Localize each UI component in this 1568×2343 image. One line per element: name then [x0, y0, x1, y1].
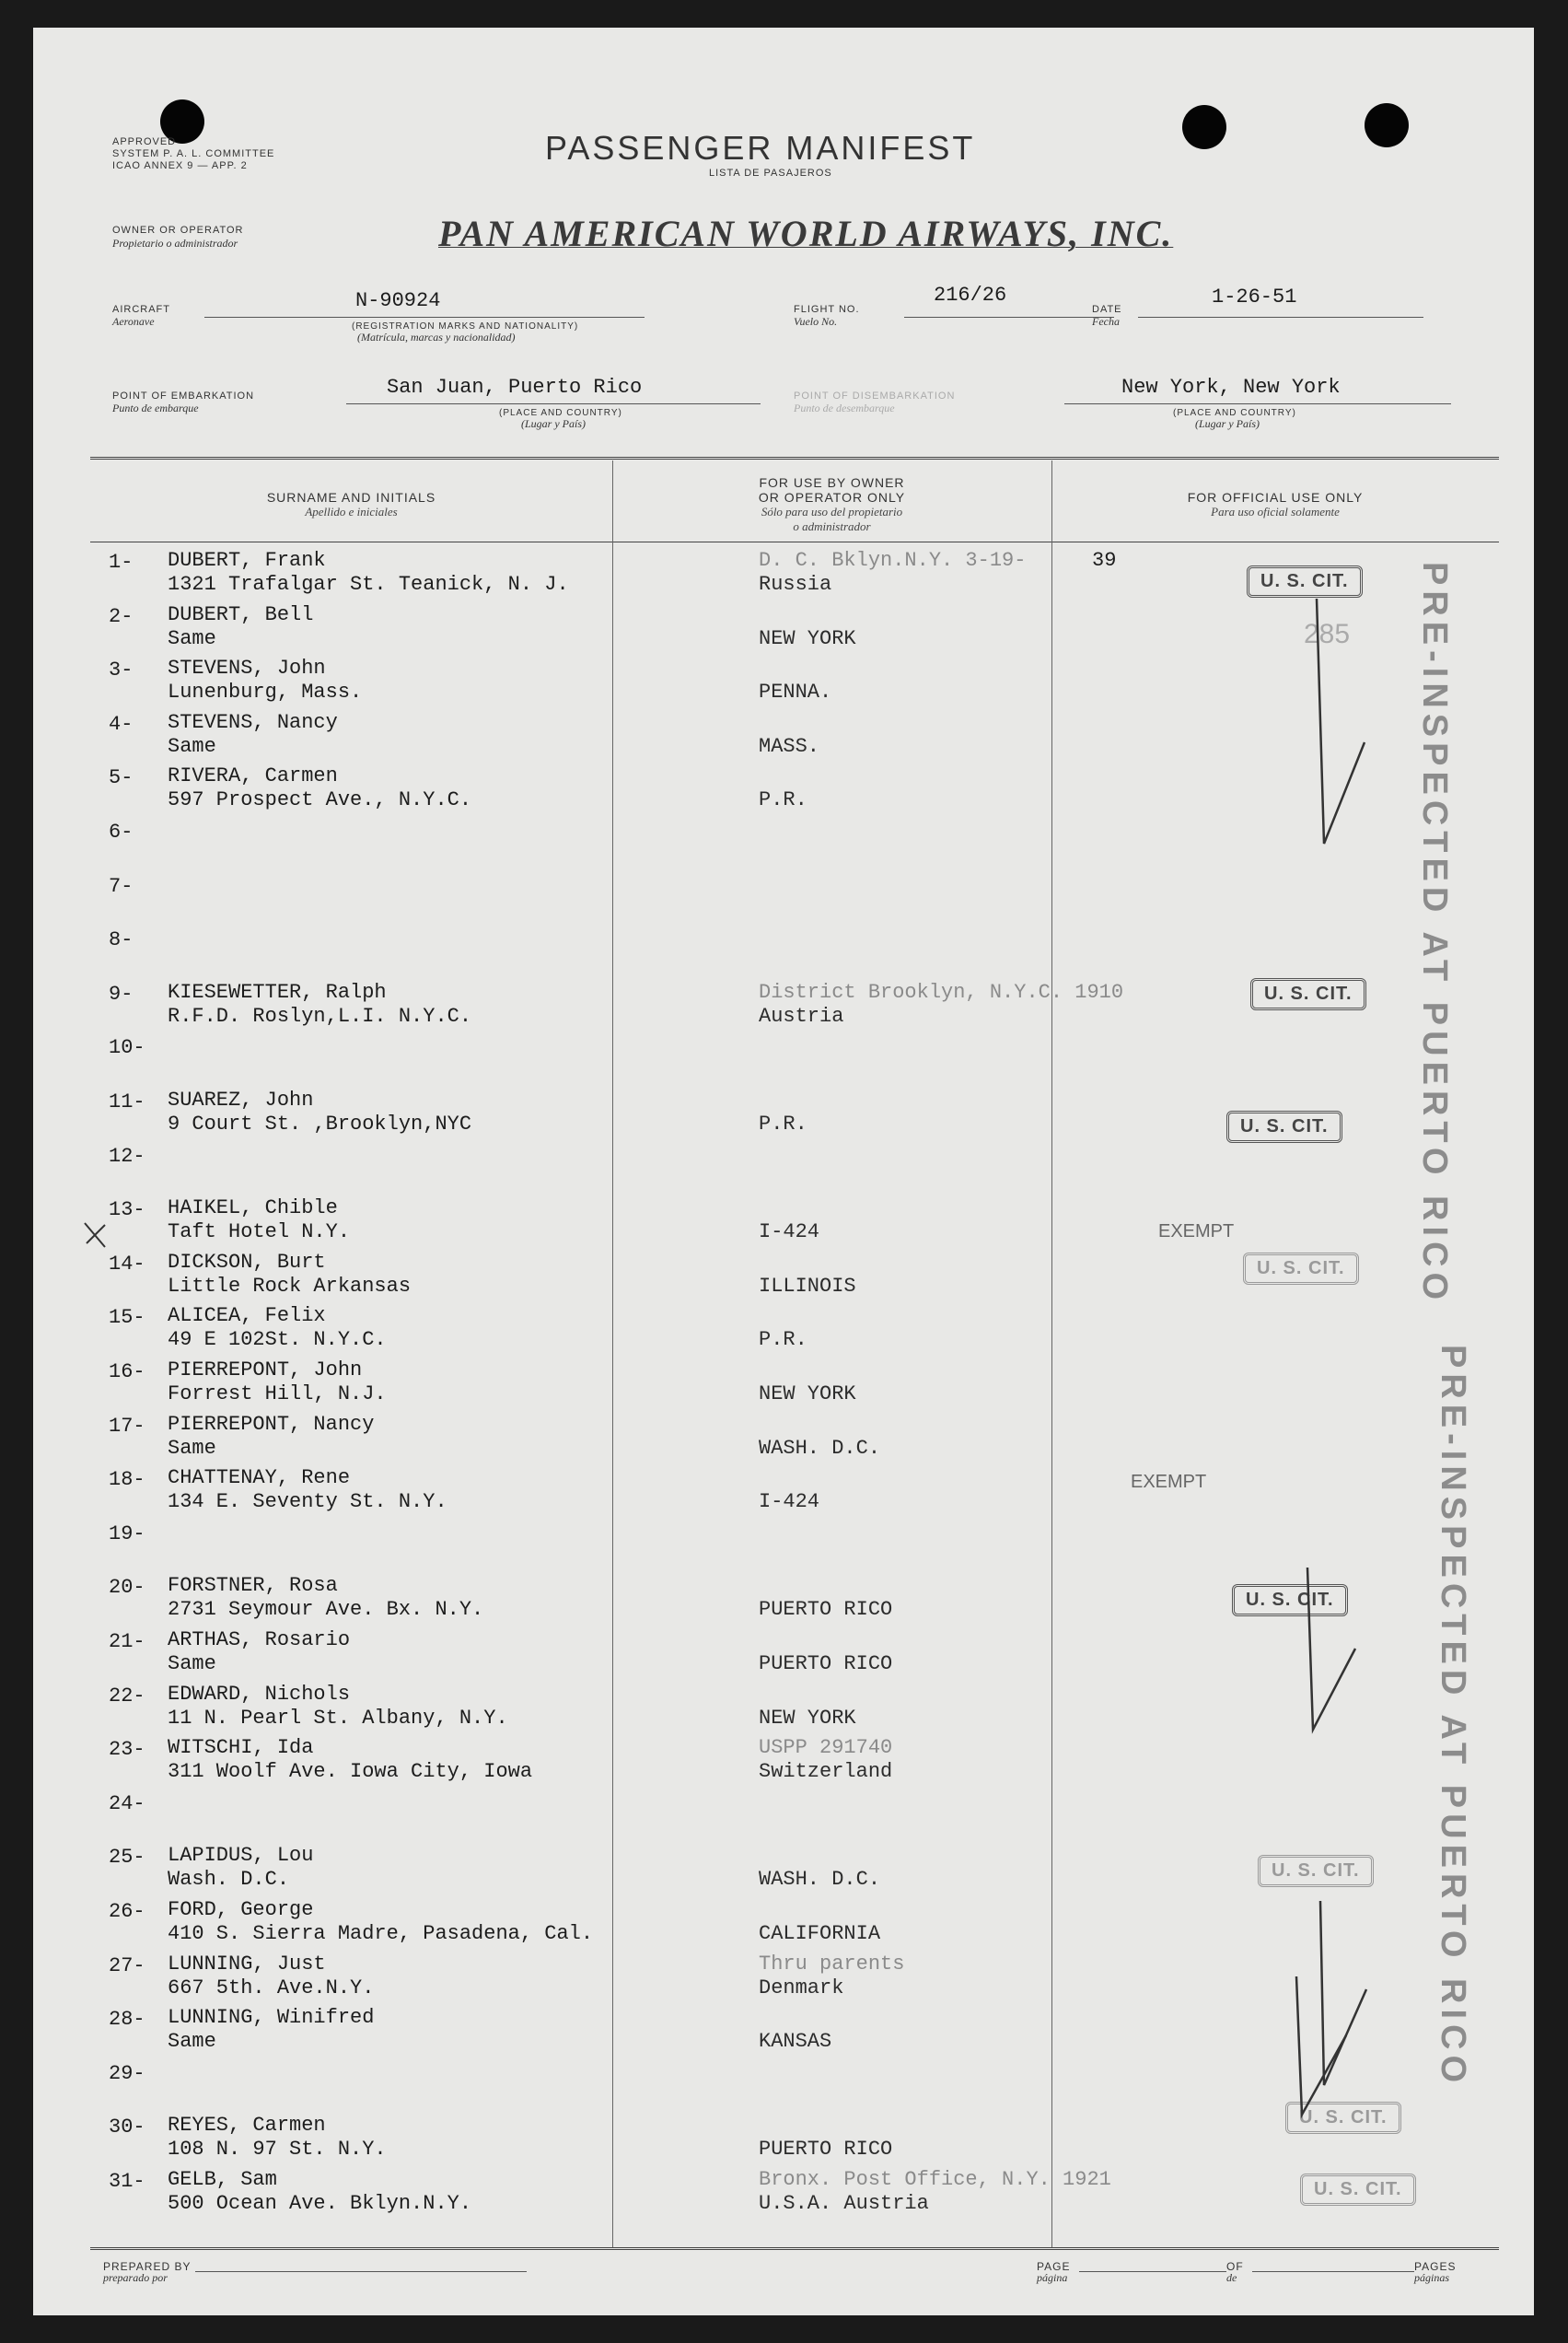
- passenger-name: DUBERT, Frank: [168, 549, 326, 572]
- owner-note-2: PUERTO RICO: [759, 1598, 893, 1621]
- owner-note-2: I-424: [759, 1490, 820, 1513]
- owner-note-2: P.R.: [759, 1113, 807, 1136]
- row-number: 7-: [109, 875, 134, 898]
- passenger-address: Little Rock Arkansas: [168, 1275, 412, 1298]
- row-number: 10-: [109, 1036, 145, 1059]
- flight-value: 216/26: [934, 284, 1007, 307]
- owner-note: USPP 291740: [759, 1736, 893, 1759]
- passenger-address: 2731 Seymour Ave. Bx. N.Y.: [168, 1598, 484, 1621]
- passenger-address: 9 Court St. ,Brooklyn,NYC: [168, 1113, 472, 1136]
- passenger-name: KIESEWETTER, Ralph: [168, 981, 387, 1004]
- owner-note-2: PENNA.: [759, 681, 832, 704]
- row-number: 22-: [109, 1684, 145, 1708]
- owner-note-2: NEW YORK: [759, 1707, 856, 1730]
- passenger-address: 134 E. Seventy St. N.Y.: [168, 1490, 447, 1513]
- us-cit-stamp: U. S. CIT.: [1250, 978, 1366, 1010]
- row-number: 9-: [109, 983, 134, 1006]
- cross-mark: [81, 1216, 109, 1253]
- passenger-name: HAIKEL, Chible: [168, 1196, 338, 1219]
- column-header-surname: SURNAME AND INITIALS Apellido e iniciales: [266, 490, 436, 519]
- aircraft-caption-es: (Matrícula, marcas y nacionalidad): [357, 331, 516, 344]
- row-number: 19-: [109, 1522, 145, 1545]
- owner-note-2: U.S.A. Austria: [759, 2192, 929, 2215]
- check-mark: [1302, 1897, 1376, 2100]
- owner-note-2: ILLINOIS: [759, 1275, 856, 1298]
- owner-note-2: Denmark: [759, 1976, 844, 1999]
- page-title: PASSENGER MANIFEST: [545, 129, 976, 167]
- row-number: 15-: [109, 1306, 145, 1329]
- aircraft-value: N-90924: [355, 289, 441, 312]
- passenger-address: 11 N. Pearl St. Albany, N.Y.: [168, 1707, 508, 1730]
- passenger-address: 311 Woolf Ave. Iowa City, Iowa: [168, 1760, 533, 1783]
- owner-note: Thru parents: [759, 1952, 905, 1976]
- date-label: DATE: [1092, 304, 1122, 315]
- us-cit-stamp: U. S. CIT.: [1258, 1855, 1374, 1887]
- of-label-es: de: [1226, 2271, 1237, 2284]
- aircraft-caption: (REGISTRATION MARKS AND NATIONALITY): [352, 321, 579, 332]
- row-number: 30-: [109, 2116, 145, 2139]
- us-cit-stamp: U. S. CIT.: [1232, 1584, 1348, 1616]
- column-header-official: FOR OFFICIAL USE ONLY Para uso oficial solamente: [1187, 490, 1364, 519]
- passenger-name: EDWARD, Nichols: [168, 1683, 351, 1706]
- passenger-address: R.F.D. Roslyn,L.I. N.Y.C.: [168, 1005, 472, 1028]
- row-number: 12-: [109, 1145, 145, 1168]
- owner-note-2: Russia: [759, 573, 832, 596]
- passenger-address: Wash. D.C.: [168, 1868, 290, 1891]
- prepared-by-label: PREPARED BY: [103, 2260, 192, 2273]
- disembarkation-caption-es: (Lugar y País): [1195, 417, 1260, 430]
- us-cit-stamp: U. S. CIT.: [1226, 1111, 1342, 1143]
- table-row: [33, 2168, 1497, 2221]
- passenger-address: Same: [168, 1652, 216, 1675]
- row-number: 13-: [109, 1198, 145, 1221]
- passenger-address: Same: [168, 627, 216, 650]
- passenger-address: Same: [168, 1437, 216, 1460]
- embarkation-label: POINT OF EMBARKATION: [112, 390, 255, 402]
- official-note: 39: [1092, 549, 1117, 572]
- owner-note-2: PUERTO RICO: [759, 1652, 893, 1675]
- preinspected-stamp: PRE-INSPECTED AT PUERTO RICO: [1415, 562, 1454, 1306]
- manifest-sheet: [33, 28, 1534, 2315]
- passenger-address: Lunenburg, Mass.: [168, 681, 363, 704]
- page-label-es: página: [1037, 2271, 1068, 2284]
- row-number: 18-: [109, 1468, 145, 1491]
- us-cit-stamp: U. S. CIT.: [1300, 2174, 1416, 2206]
- owner-note: D. C. Bklyn.N.Y. 3-19-: [759, 549, 1027, 572]
- punch-hole: [1365, 103, 1409, 147]
- owner-note-2: P.R.: [759, 1328, 807, 1351]
- passenger-name: CHATTENAY, Rene: [168, 1466, 351, 1489]
- passenger-address: 1321 Trafalgar St. Teanick, N. J.: [168, 573, 569, 596]
- row-number: 5-: [109, 766, 134, 789]
- row-number: 14-: [109, 1253, 145, 1276]
- passenger-name: ALICEA, Felix: [168, 1304, 326, 1327]
- owner-note-2: MASS.: [759, 735, 820, 758]
- exempt-mark: EXEMPT: [1131, 1472, 1207, 1492]
- row-number: 2-: [109, 605, 134, 628]
- passenger-name: REYES, Carmen: [168, 2114, 326, 2137]
- disembarkation-label: POINT OF DISEMBARKATION: [794, 390, 956, 402]
- passenger-name: LUNNING, Just: [168, 1952, 326, 1976]
- owner-note: Bronx. Post Office, N.Y. 1921: [759, 2168, 1111, 2191]
- passenger-name: LUNNING, Winifred: [168, 2006, 375, 2029]
- passenger-name: PIERREPONT, John: [168, 1358, 363, 1381]
- flight-label: FLIGHT NO.: [794, 304, 860, 315]
- punch-hole: [1182, 105, 1226, 149]
- passenger-name: DUBERT, Bell: [168, 603, 314, 626]
- company-name: PAN AMERICAN WORLD AIRWAYS, INC.: [438, 213, 1174, 254]
- passenger-address: Same: [168, 735, 216, 758]
- approval-line: SYSTEM P. A. L. COMMITTEE: [112, 148, 275, 159]
- owner-note-2: WASH. D.C.: [759, 1437, 881, 1460]
- of-label: OF: [1226, 2260, 1244, 2273]
- owner-note-2: P.R.: [759, 788, 807, 811]
- row-number: 29-: [109, 2062, 145, 2085]
- passenger-name: ARTHAS, Rosario: [168, 1628, 351, 1651]
- passenger-address: 108 N. 97 St. N.Y.: [168, 2138, 387, 2161]
- disembarkation-caption: (PLACE AND COUNTRY): [1173, 408, 1296, 418]
- row-number: 3-: [109, 659, 134, 682]
- owner-note-2: I-424: [759, 1220, 820, 1243]
- row-number: 1-: [109, 551, 134, 574]
- approval-block: [112, 136, 274, 172]
- passenger-name: LAPIDUS, Lou: [168, 1844, 314, 1867]
- approval-line: ICAO ANNEX 9 — APP. 2: [112, 160, 248, 171]
- owner-note-2: CALIFORNIA: [759, 1922, 881, 1945]
- us-cit-stamp: U. S. CIT.: [1285, 2102, 1401, 2134]
- passenger-address: 667 5th. Ave.N.Y.: [168, 1976, 375, 1999]
- owner-note-2: KANSAS: [759, 2030, 832, 2053]
- aircraft-label-es: Aeronave: [112, 315, 155, 328]
- column-header-owner: FOR USE BY OWNER OR OPERATOR ONLY Sólo para uso del propietario o administrador: [758, 475, 906, 533]
- passenger-name: WITSCHI, Ida: [168, 1736, 314, 1759]
- owner-label: OWNER OR OPERATOR: [112, 225, 244, 236]
- passenger-name: STEVENS, Nancy: [168, 711, 338, 734]
- flight-label-es: Vuelo No.: [794, 315, 838, 328]
- exempt-mark: EXEMPT: [1158, 1221, 1235, 1241]
- row-number: 6-: [109, 821, 134, 844]
- row-number: 16-: [109, 1360, 145, 1383]
- pages-label: PAGES: [1414, 2260, 1457, 2273]
- row-number: 27-: [109, 1954, 145, 1977]
- row-number: 28-: [109, 2008, 145, 2031]
- owner-note-2: NEW YORK: [759, 1382, 856, 1405]
- row-number: 4-: [109, 713, 134, 736]
- passenger-address: 597 Prospect Ave., N.Y.C.: [168, 788, 472, 811]
- passenger-name: DICKSON, Burt: [168, 1251, 326, 1274]
- passenger-address: 410 S. Sierra Madre, Pasadena, Cal.: [168, 1922, 594, 1945]
- passenger-name: STEVENS, John: [168, 657, 326, 680]
- row-number: 21-: [109, 1630, 145, 1653]
- owner-note-2: Austria: [759, 1005, 844, 1028]
- passenger-name: RIVERA, Carmen: [168, 764, 338, 787]
- preinspected-stamp: PRE-INSPECTED AT PUERTO RICO: [1434, 1345, 1472, 2089]
- embarkation-label-es: Punto de embarque: [112, 402, 199, 414]
- passenger-name: FORSTNER, Rosa: [168, 1574, 338, 1597]
- passenger-address: 49 E 102St. N.Y.C.: [168, 1328, 387, 1351]
- passenger-address: Same: [168, 2030, 216, 2053]
- date-label-es: Fecha: [1092, 315, 1120, 328]
- owner-note-2: WASH. D.C.: [759, 1868, 881, 1891]
- disembarkation-label-es: Punto de desembarque: [794, 402, 895, 414]
- page-label: PAGE: [1037, 2260, 1071, 2273]
- row-number: 8-: [109, 928, 134, 951]
- aircraft-label: AIRCRAFT: [112, 304, 170, 315]
- us-cit-stamp: U. S. CIT.: [1243, 1253, 1359, 1285]
- passenger-address: Taft Hotel N.Y.: [168, 1220, 351, 1243]
- row-number: 20-: [109, 1576, 145, 1599]
- passenger-name: GELB, Sam: [168, 2168, 277, 2191]
- embarkation-caption-es: (Lugar y País): [521, 417, 586, 430]
- owner-note-2: NEW YORK: [759, 627, 856, 650]
- embarkation-value: San Juan, Puerto Rico: [387, 376, 643, 399]
- pages-label-es: páginas: [1414, 2271, 1450, 2284]
- owner-note: District Brooklyn, N.Y.C. 1910: [759, 981, 1124, 1004]
- row-number: 24-: [109, 1792, 145, 1815]
- embarkation-caption: (PLACE AND COUNTRY): [499, 408, 622, 418]
- disembarkation-value: New York, New York: [1121, 376, 1341, 399]
- owner-label-es: Propietario o administrador: [112, 237, 238, 250]
- row-number: 26-: [109, 1900, 145, 1923]
- passenger-name: FORD, George: [168, 1898, 314, 1921]
- row-number: 17-: [109, 1415, 145, 1438]
- date-value: 1-26-51: [1212, 286, 1297, 309]
- row-number: 11-: [109, 1090, 145, 1113]
- approval-line: APPROVED: [112, 136, 177, 147]
- page-subtitle: LISTA DE PASAJEROS: [709, 168, 832, 179]
- faint-number-stamp: 285: [1304, 619, 1351, 649]
- us-cit-stamp: U. S. CIT.: [1247, 565, 1363, 598]
- passenger-name: SUAREZ, John: [168, 1089, 314, 1112]
- row-number: 23-: [109, 1738, 145, 1761]
- prepared-by-label-es: preparado por: [103, 2271, 168, 2284]
- row-number: 25-: [109, 1846, 145, 1869]
- row-number: 31-: [109, 2170, 145, 2193]
- passenger-address: 500 Ocean Ave. Bklyn.N.Y.: [168, 2192, 472, 2215]
- owner-note-2: PUERTO RICO: [759, 2138, 893, 2161]
- passenger-name: PIERREPONT, Nancy: [168, 1413, 375, 1436]
- passenger-address: Forrest Hill, N.J.: [168, 1382, 387, 1405]
- owner-note-2: Switzerland: [759, 1760, 893, 1783]
